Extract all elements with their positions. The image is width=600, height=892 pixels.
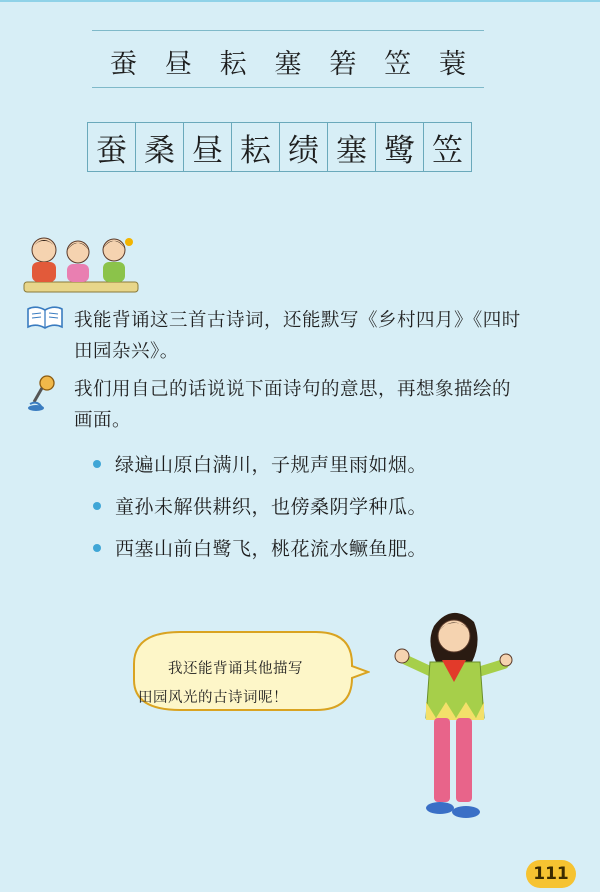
char: 塞 bbox=[274, 49, 302, 80]
bottom-rule bbox=[92, 87, 484, 88]
section-1-line-1: 我能背诵这三首古诗词，还能默写《乡村四月》《四时 bbox=[74, 310, 521, 331]
grid-cell: 笠 bbox=[423, 122, 472, 172]
char: 笠 bbox=[384, 49, 412, 80]
grid-cell: 桑 bbox=[135, 122, 184, 172]
top-border bbox=[0, 0, 600, 2]
bubble-line-2: 田园风光的古诗词呢！ bbox=[138, 690, 288, 706]
poem-line bbox=[93, 450, 427, 477]
character-row-1 bbox=[92, 30, 484, 88]
bubble-line-1: 我还能背诵其他描写 bbox=[168, 661, 303, 677]
poem-text: 绿遍山原白满川，子规声里雨如烟。 bbox=[115, 454, 428, 476]
poem-text: 西塞山前白鹭飞，桃花流水鳜鱼肥。 bbox=[115, 538, 428, 560]
poem-text: 童孙未解供耕织，也傍桑阴学种瓜。 bbox=[115, 496, 428, 518]
poem-line bbox=[93, 492, 427, 519]
char: 蚕 bbox=[110, 49, 137, 80]
grid-cell: 昼 bbox=[183, 122, 232, 172]
grid-cell: 耘 bbox=[231, 122, 280, 172]
top-rule bbox=[92, 30, 484, 31]
microphone-icon bbox=[26, 374, 60, 412]
char: 箬 bbox=[329, 49, 357, 80]
poem-line bbox=[93, 534, 427, 561]
character-grid bbox=[88, 122, 472, 172]
page-number: 111 bbox=[526, 860, 576, 888]
kids-illustration bbox=[22, 232, 140, 296]
grid-cell: 鹭 bbox=[375, 122, 424, 172]
grid-cell: 绩 bbox=[279, 122, 328, 172]
bullet-dot bbox=[93, 502, 101, 510]
book-icon bbox=[26, 305, 64, 331]
char: 耘 bbox=[219, 49, 247, 80]
section-2-line-1: 我们用自己的话说说下面诗句的意思，再想象描绘的 bbox=[74, 379, 512, 400]
girl-illustration bbox=[392, 602, 514, 832]
char: 蓑 bbox=[438, 49, 466, 80]
bullet-dot bbox=[93, 460, 101, 468]
bullet-dot bbox=[93, 544, 101, 552]
section-2-line-2: 画面。 bbox=[74, 410, 132, 431]
char: 昼 bbox=[164, 49, 192, 80]
section-1-line-2: 田园杂兴》。 bbox=[74, 341, 179, 362]
grid-cell: 蚕 bbox=[87, 122, 136, 172]
grid-cell: 塞 bbox=[327, 122, 376, 172]
